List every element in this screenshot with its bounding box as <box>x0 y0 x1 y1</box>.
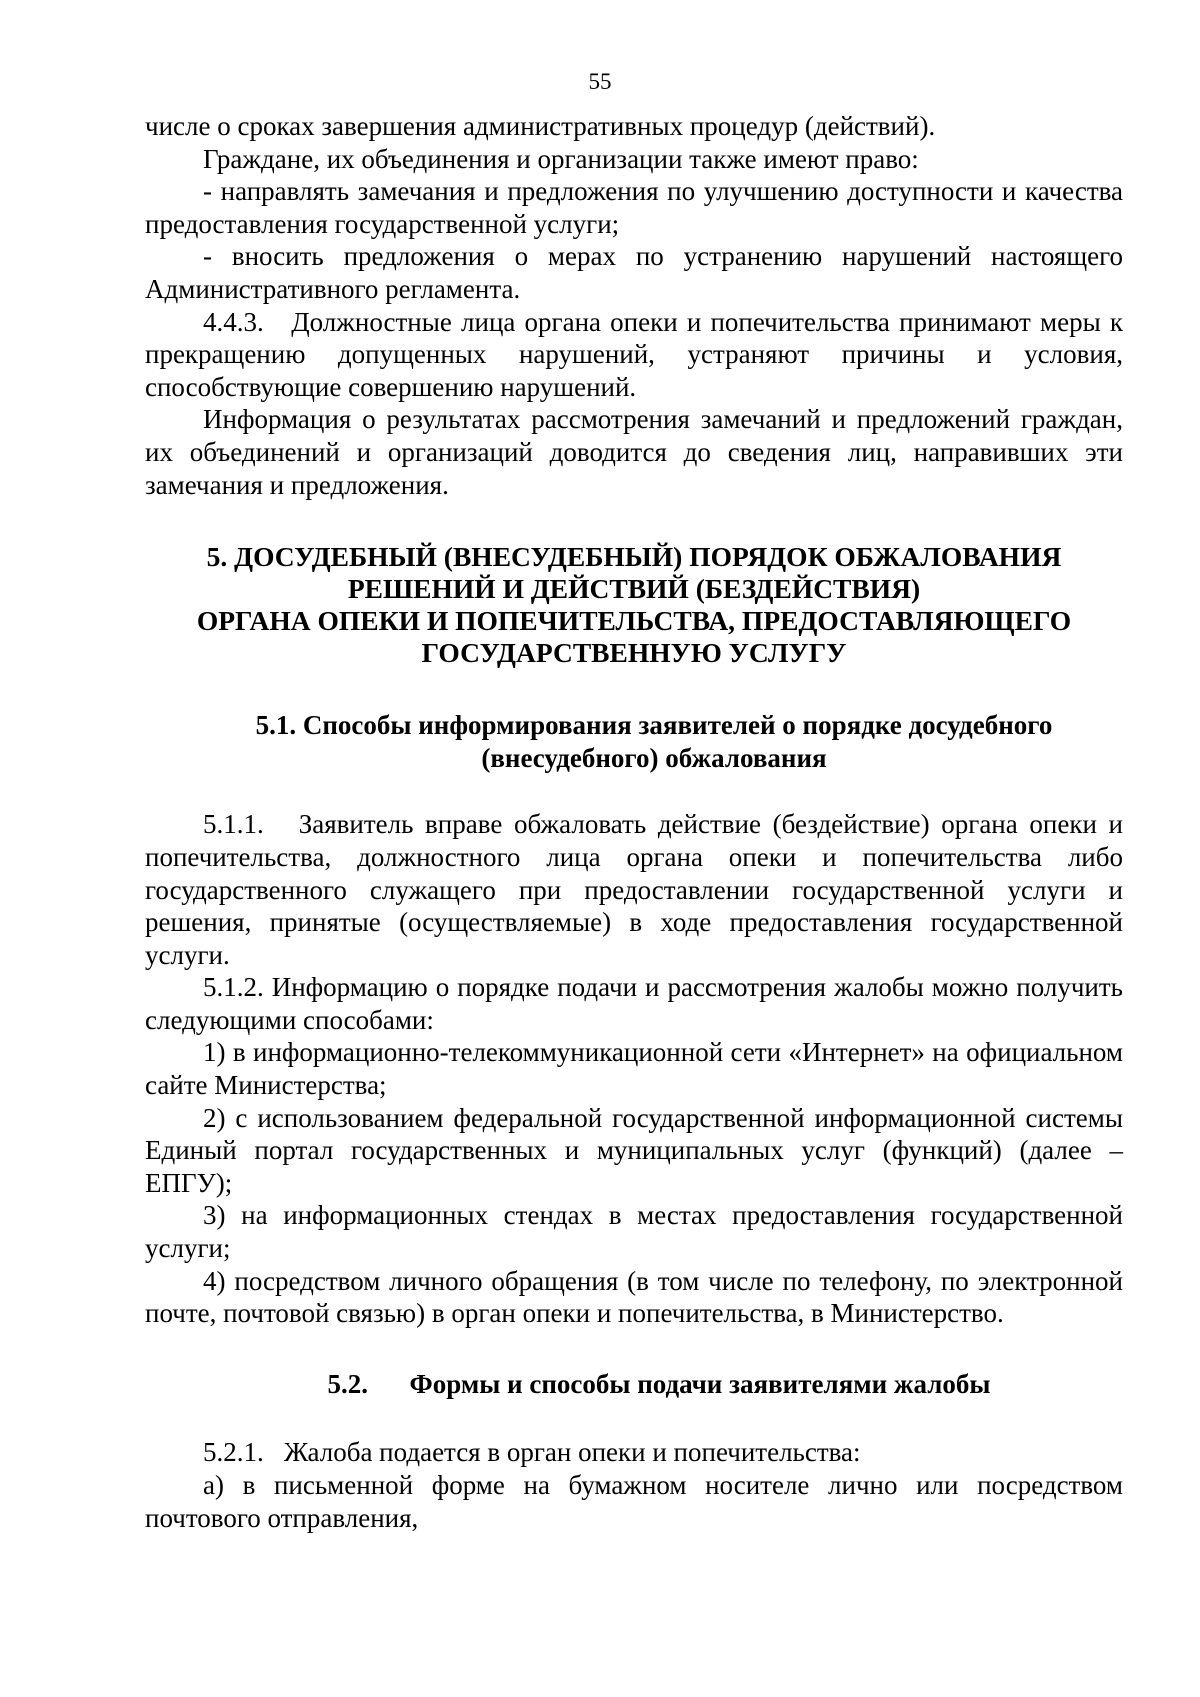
paragraph: 1) в информационно-телекоммуникационной сети «Интернет» на официальном сайте Министерства; <box>145 1037 1123 1101</box>
section-5-1-heading-line: 5.1. Способы информирования заявителей о порядке досудебного <box>255 710 1053 741</box>
paragraph: Информация о результатах рассмотрения замечаний и предложений граждан, их объединений и организаций доводится до сведения лиц, направивших эти замечания и предложения. <box>145 404 1123 500</box>
paragraph: - направлять замечания и предложения по улучшению доступности и качества предоставления государственной услуги; <box>145 176 1123 239</box>
paragraph: 5.2.1. Жалоба подается в орган опеки и попечительства: <box>203 1437 861 1468</box>
section-5-2-title: Формы и способы подачи заявителями жалобы <box>409 1368 991 1399</box>
section-5-heading-line: ОРГАНА ОПЕКИ И ПОПЕЧИТЕЛЬСТВА, ПРЕДОСТАВЛЯЮЩЕГО <box>196 605 1072 637</box>
paragraph: - вносить предложения о мерах по устранению нарушений настоящего Административного регламента. <box>145 241 1123 304</box>
spacer <box>145 1400 1123 1436</box>
page-number: 55 <box>588 69 612 94</box>
document-body <box>145 110 1130 1534</box>
section-5-2-number: 5.2. <box>327 1368 369 1399</box>
paragraph: а) в письменной форме на бумажном носителе лично или посредством почтового отправления, <box>145 1470 1123 1533</box>
paragraph: 5.1.2. Информацию о порядке подачи и рассмотрения жалобы можно получить следующими способами: <box>145 972 1123 1035</box>
paragraph: Граждане, их объединения и организации также имеют право: <box>203 143 919 174</box>
section-5-heading <box>145 541 1123 669</box>
section-5-heading-line: ГОСУДАРСТВЕННУЮ УСЛУГУ <box>421 637 847 669</box>
section-5-1-heading <box>185 709 1123 774</box>
section-5-heading-line: 5. ДОСУДЕБНЫЙ (ВНЕСУДЕБНЫЙ) ПОРЯДОК ОБЖАЛОВАНИЯ <box>206 541 1062 573</box>
section-5-2-heading <box>195 1368 1123 1401</box>
paragraph: 2) с использованием федеральной государственной информационной системы Единый портал государственных и муниципальных услуг (функций) (далее – ЕПГУ); <box>145 1102 1123 1198</box>
section-5-1-heading-line: (внесудебного) обжалования <box>481 742 827 773</box>
paragraph: 5.1.1. Заявитель вправе обжаловать действие (бездействие) органа опеки и попечительства, должностного лица органа опеки и попечительства либо государственного служащего при предоставлении государственной услуги и решения, принятые (осуществляемые) в ходе предоставления государственной услуги. <box>145 809 1130 970</box>
paragraph: 4.4.3. Должностные лица органа опеки и попечительства принимают меры к прекращению допущенных нарушений, устраняют причины и условия, способствующие совершению нарушений. <box>145 306 1130 402</box>
spacer <box>145 774 1123 808</box>
paragraph: 3) на информационных стендах в местах предоставления государственной услуги; <box>145 1200 1123 1264</box>
paragraph: числе о сроках завершения административных процедур (действий). <box>145 111 936 141</box>
paragraph: 4) посредством личного обращения (в том числе по телефону, по электронной почте, почтовой связью) в орган опеки и попечительства, в Министерство. <box>145 1265 1123 1329</box>
section-5-heading-line: РЕШЕНИЙ И ДЕЙСТВИЙ (БЕЗДЕЙСТВИЯ) <box>347 573 921 605</box>
